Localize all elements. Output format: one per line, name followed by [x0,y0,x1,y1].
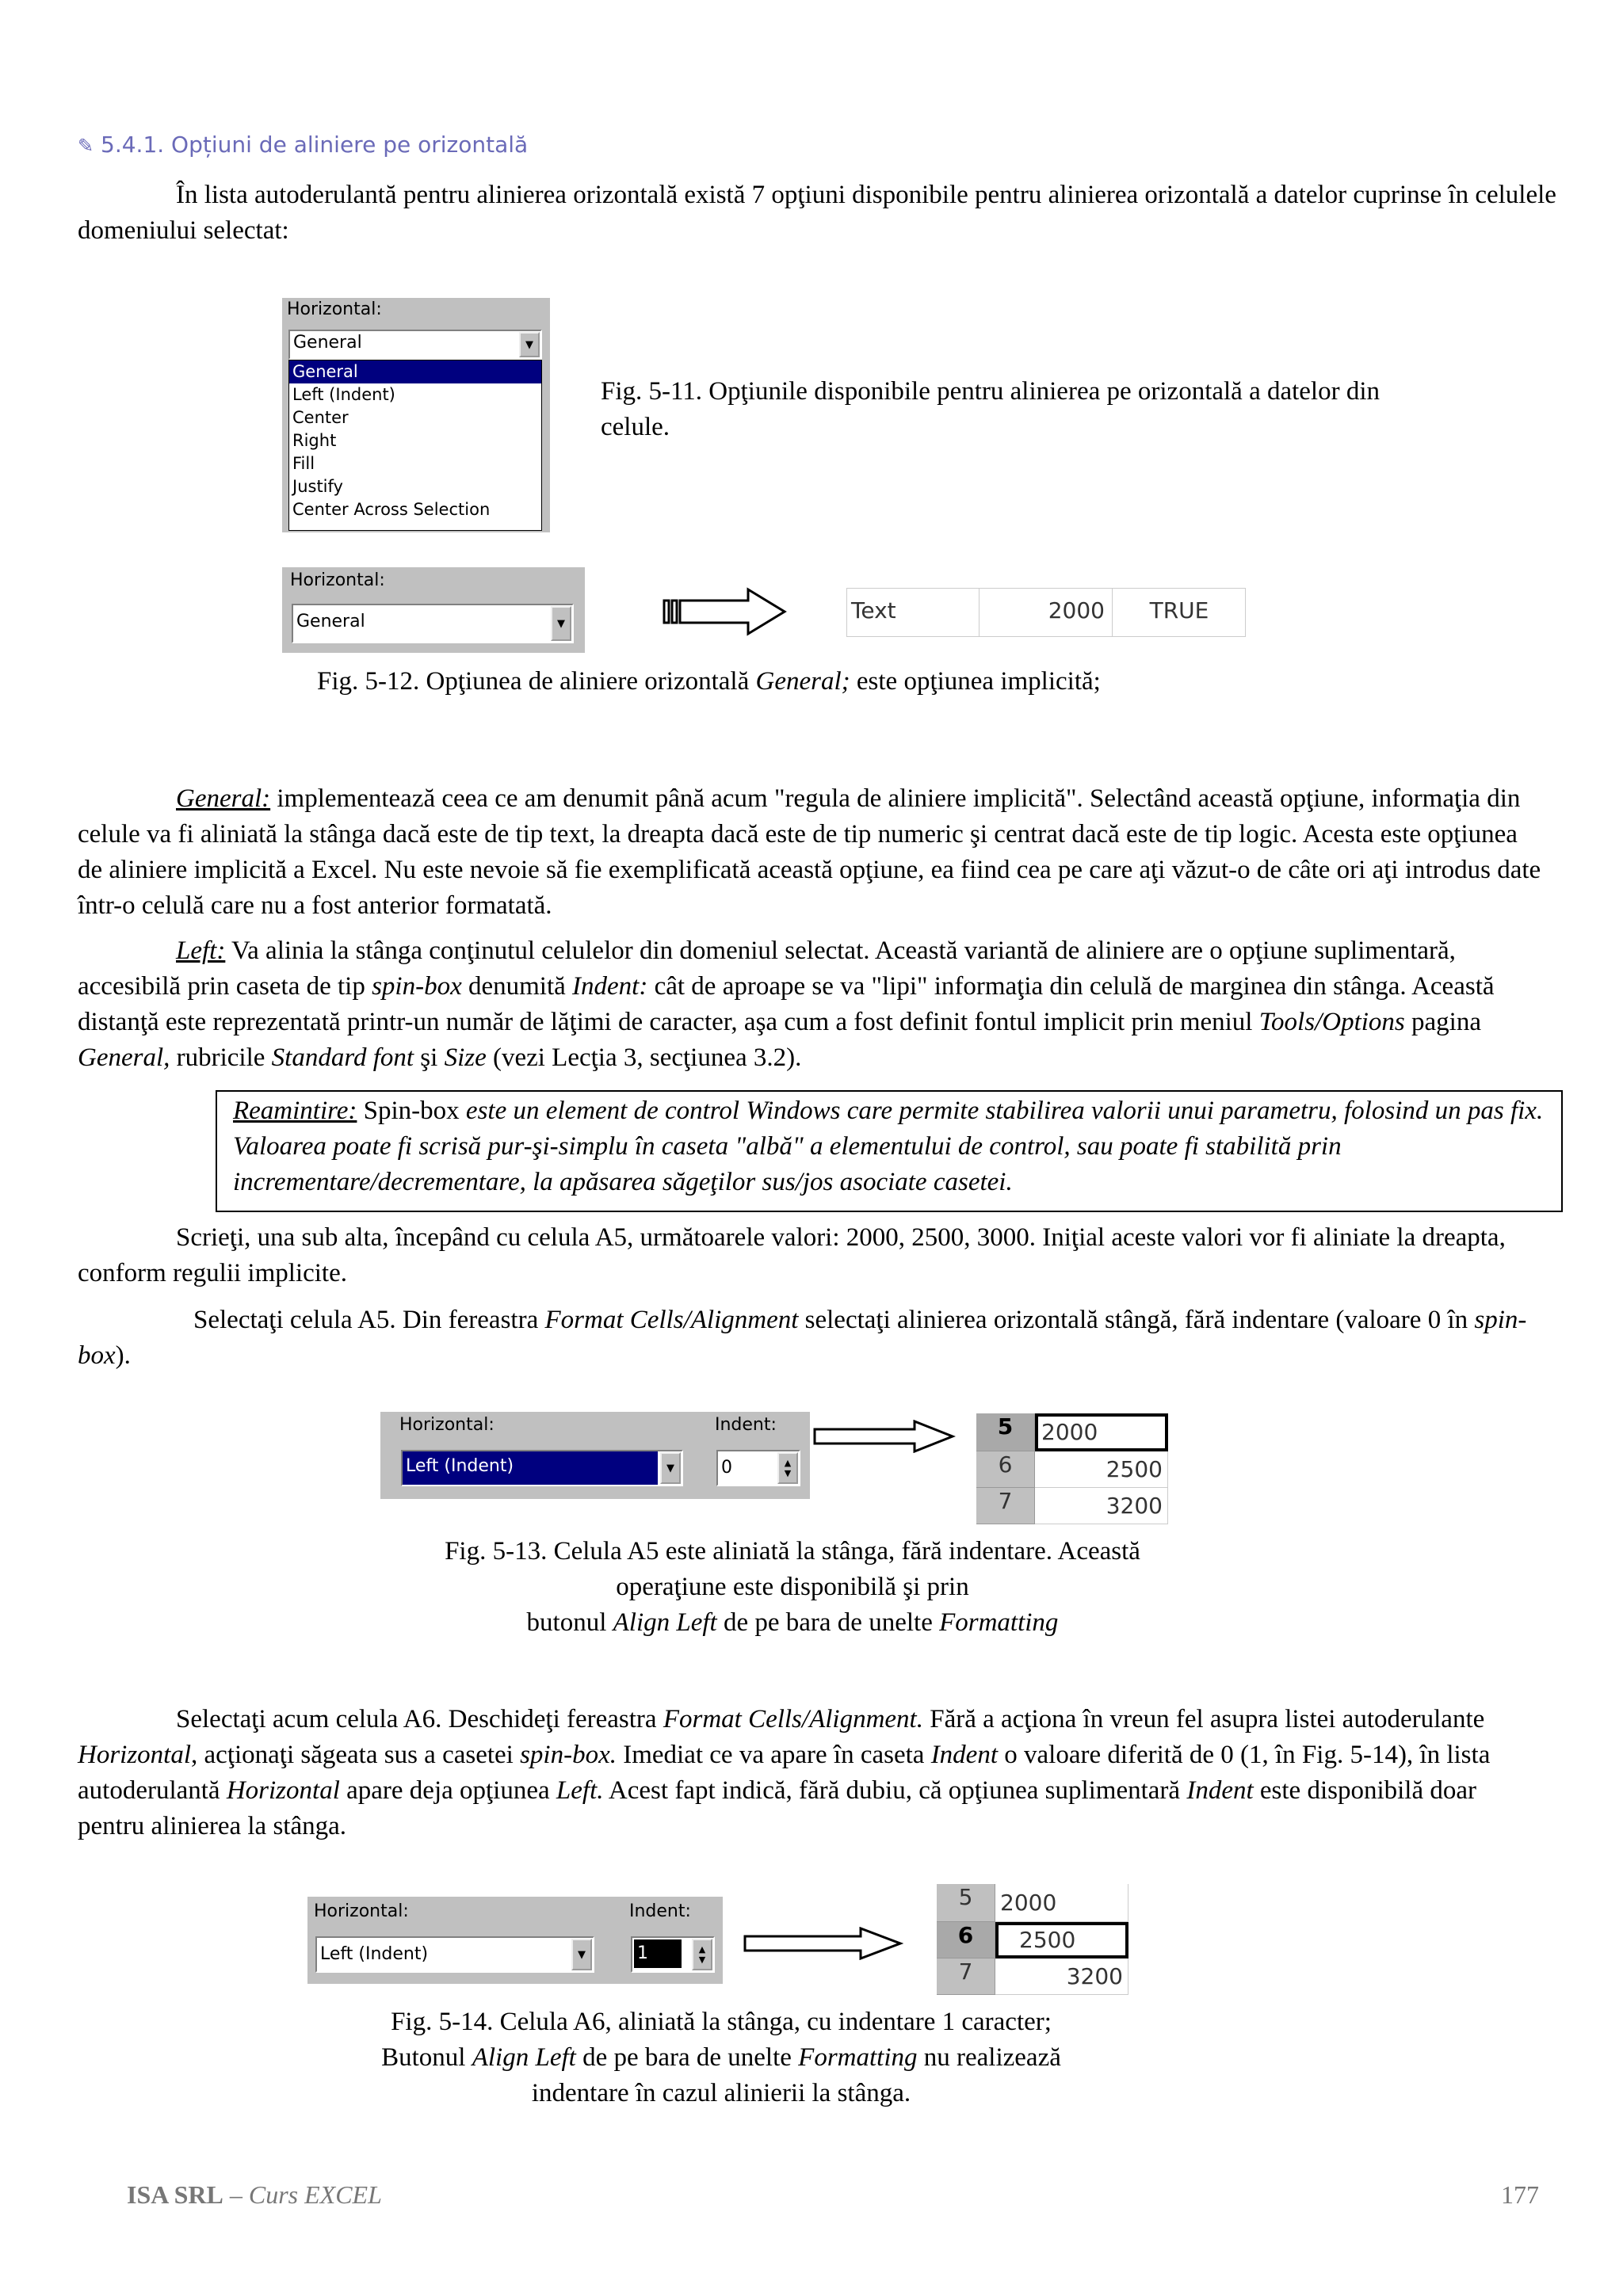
horizontal-combo[interactable] [401,1450,683,1486]
section-heading [78,132,528,158]
chevron-down-icon[interactable]: ▼ [660,1452,681,1484]
horizontal-label: Horizontal: [399,1415,495,1435]
horizontal-label: Horizontal: [290,570,385,590]
general-paragraph: General: implementează ceea ce am denumit până acum "regula de aliniere implicită". Selectând această opţiune, informaţia din celule va fi aliniată la stânga dacă este de tip text, la dreapta dacă este de tip numeric şi centrat dacă este de tip logic. Acesta este opţiunea de aliniere implicită a Excel. Nu este nevoie să fie exemplificată această opţiune, ea fiind cea pe care aţi văzut-o de câte ori aţi introdus date într-o celulă care nu a fost anterior formatată. [78,784,1541,920]
right-arrow-icon [813,1420,956,1453]
footer-left: ISA SRL – Curs EXCEL [127,2180,382,2209]
select-a5-paragraph: Selectaţi celula A5. Din fereastra Format Cells/Alignment selectaţi alinierea orizontală stângă, fără indentare (valoare 0 în spin-box). [78,1306,1527,1370]
indent-label: Indent: [715,1415,777,1435]
option-left-indent[interactable]: Left (Indent) [292,385,395,404]
cell-a6[interactable]: 2500 [995,1922,1128,1958]
pencil-icon: ✎ [78,135,94,157]
right-arrow-icon [743,1927,903,1960]
horizontal-combo[interactable] [292,604,574,643]
indent-value: 1 [634,1939,682,1968]
horizontal-combo-value: Left (Indent) [403,1451,658,1485]
fig11-caption: Fig. 5-11. Opţiunile disponibile pentru alinierea pe orizontală a datelor din celule. [601,377,1381,441]
section-heading-text: 5.4.1. Opțiuni de aliniere pe orizontală [101,132,529,158]
cell-a5[interactable]: 2000 [1035,1413,1168,1451]
indent-spin-box[interactable] [631,1936,715,1973]
horizontal-combo-value: General [296,612,365,631]
horizontal-combo-value: Left (Indent) [320,1944,429,1964]
spin-arrows-icon[interactable]: ▲ ▼ [777,1452,798,1484]
left-paragraph: Left: Va alinia la stânga conţinutul celulelor din domeniul selectat. Această variantă de aliniere are o opţiune suplimentară, accesibilă prin caseta de tip spin-box denumită Indent: cât de aproape se va "lipi" informaţia din celulă de marginea din stânga. Această distanţă este reprezentată printr-un număr de lăţimi de caracter, aşa cum a fost definit fontul implicit prin meniul Tools/Options pagina General, rubricile Standard font şi Size (vezi Lecţia 3, secţiunea 3.2). [78,936,1495,1072]
horizontal-combo[interactable] [315,1936,594,1973]
indent-value: 0 [721,1458,732,1478]
cell-text[interactable]: Text [851,597,896,624]
cell-logical[interactable]: TRUE [1149,597,1209,624]
spin-arrows-icon[interactable]: ▲ ▼ [692,1939,712,1970]
cell-a7[interactable]: 3200 [995,1958,1128,1995]
horizontal-combo-value: General [293,333,362,353]
write-values-paragraph: Scrieţi, una sub alta, începând cu celula A5, următoarele valori: 2000, 2500, 3000. Iniţial aceste valori vor fi aliniate la dreapta, conform regulii implicite. [78,1223,1506,1287]
option-general[interactable]: General [289,360,541,383]
fig13-caption: Fig. 5-13. Celula A5 este aliniată la stânga, fără indentare. Această operaţiune este disponibilă şi prin butonul Align Left de pe bara de unelte Formatting [445,1537,1140,1637]
row-header-7: 7 [976,1488,1035,1524]
option-fill[interactable]: Fill [292,454,315,473]
horizontal-label: Horizontal: [314,1901,409,1921]
horizontal-dropdown-general [282,567,585,653]
fig14-caption: Fig. 5-14. Celula A6, aliniată la stânga, cu indentare 1 caracter; Butonul Align Left de pe bara de unelte Formatting nu realizează indentare în cazul alinierii la stânga. [381,2008,1061,2107]
alignment-controls-a6 [307,1897,723,1984]
row-header-5: 5 [976,1413,1035,1451]
intro-paragraph: În lista autoderulantă pentru alinierea orizontală există 7 opţiuni disponibile pentru alinierea orizontală a datelor cuprinse în celulele domeniului selectat: [78,181,1556,245]
fig12-caption: Fig. 5-12. Opţiunea de aliniere orizontală General; este opţiunea implicită; [317,667,1101,696]
row-header-6: 6 [937,1922,995,1958]
row-header-7: 7 [937,1958,995,1995]
horizontal-label: Horizontal: [287,299,382,319]
option-center[interactable]: Center [292,408,349,427]
reminder-text: Reamintire: Spin-box este un element de control Windows care permite stabilirea valorii unui parametru, folosind un pas fix. Valoarea poate fi scrisă pur-şi-simplu în caseta "albă" a elementului de control, sau poate fi stabilită prin incrementare/decrementare, la apăsarea săgeţilor sus/jos asociate casetei. [233,1097,1544,1196]
cell-a7[interactable]: 3200 [1035,1488,1168,1524]
sheet-a5-a7-indent [937,1884,1133,2003]
indent-label: Indent: [629,1901,691,1921]
right-arrow-icon [663,586,788,637]
indent-spin-box[interactable] [716,1450,800,1486]
sheet-a5-a7 [976,1413,1173,1532]
chevron-down-icon[interactable]: ▼ [571,1939,592,1970]
row-header-5: 5 [937,1884,995,1922]
select-a6-paragraph: Selectaţi acum celula A6. Deschideţi fereastra Format Cells/Alignment. Fără a acţiona în vreun fel asupra listei autoderulante Horizontal, acţionaţi săgeata sus a casetei spin-box. Imediat ce va apare în caseta Indent o valoare diferită de 0 (1, în Fig. 5-14), în lista autoderulantă Horizontal apare deja opţiunea Left. Acest fapt indică, fără dubiu, că opţiunea suplimentară Indent este disponibilă doar pentru alinierea la stânga. [78,1705,1491,1840]
option-center-across-selection[interactable]: Center Across Selection [292,500,491,519]
row-header-6: 6 [976,1451,1035,1488]
cell-a5[interactable]: 2000 [995,1884,1128,1922]
horizontal-combo[interactable] [288,330,542,360]
cell-a6[interactable]: 2500 [1035,1451,1168,1488]
option-justify[interactable]: Justify [292,477,343,496]
chevron-down-icon[interactable]: ▼ [551,606,571,641]
sheet-row-general [846,588,1246,637]
page-number: 177 [1501,2180,1539,2209]
option-right[interactable]: Right [292,431,337,450]
cell-number[interactable]: 2000 [1048,597,1105,624]
horizontal-dropdown-open [282,298,550,532]
horizontal-options-list[interactable] [288,360,542,531]
alignment-controls-a5 [380,1412,810,1499]
chevron-down-icon[interactable]: ▼ [519,332,540,357]
